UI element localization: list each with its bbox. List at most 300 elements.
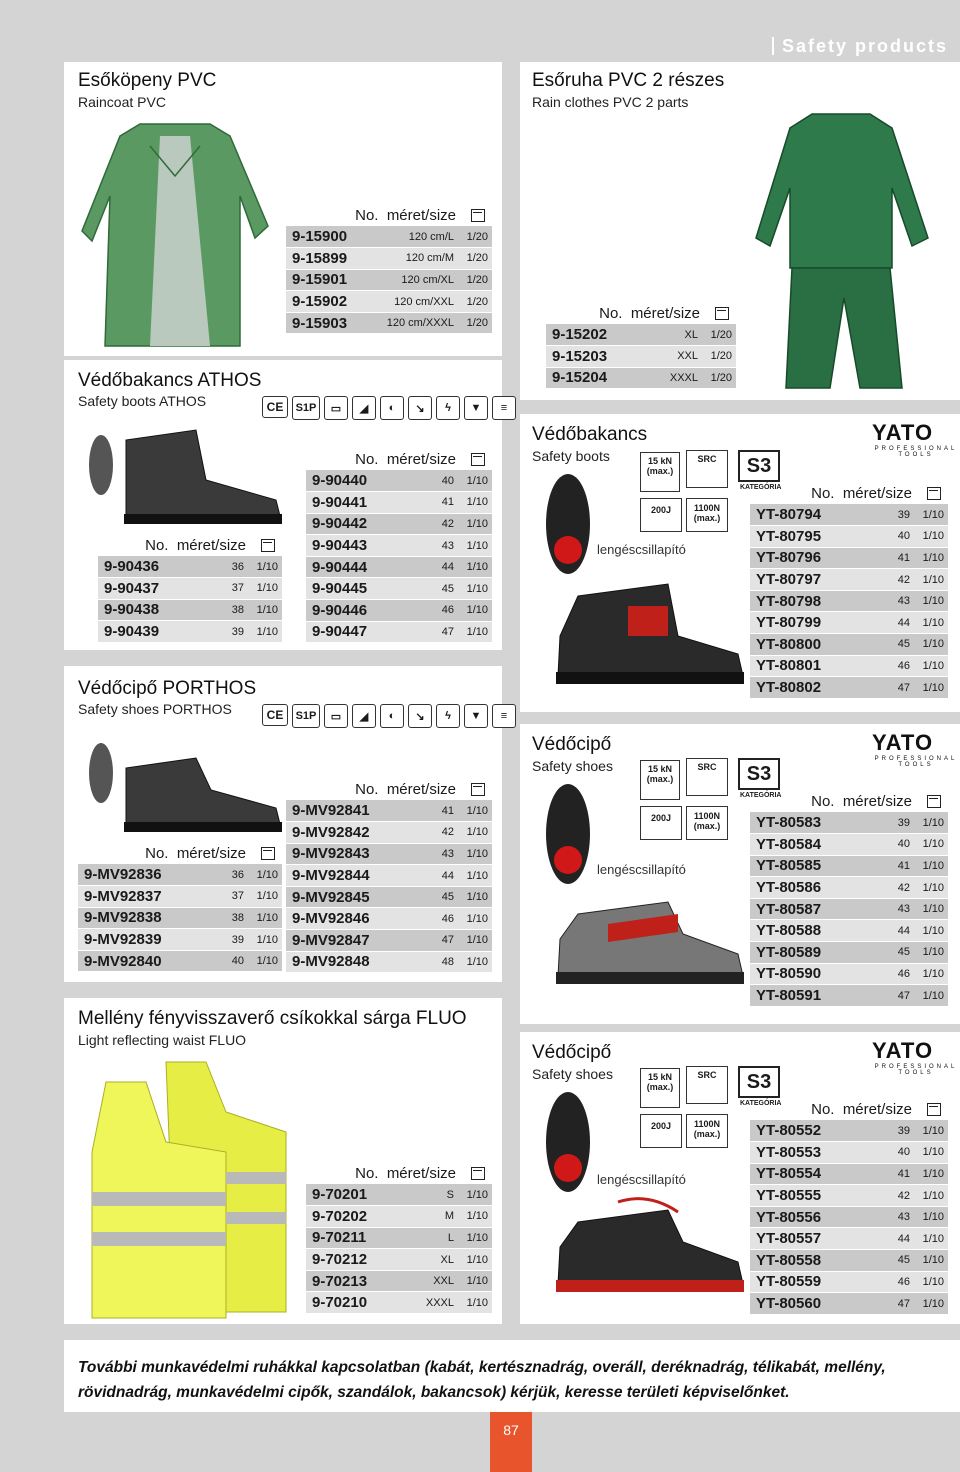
product-code: YT-80794 xyxy=(750,504,879,526)
ce-mark-icon: CE xyxy=(262,704,288,726)
product-code: 9-90445 xyxy=(306,578,422,600)
product-code: 9-90439 xyxy=(98,621,212,643)
table-row xyxy=(306,1249,492,1271)
cert-200j-badge: 200J xyxy=(640,1114,682,1148)
product-code: YT-80560 xyxy=(750,1293,879,1315)
table-row xyxy=(78,929,282,951)
yato-boot-image xyxy=(548,576,748,696)
package-qty: 1/10 xyxy=(914,1206,948,1228)
cert-1100n-badge: 1100N (max.) xyxy=(686,806,728,840)
table-row xyxy=(750,1206,948,1228)
cert-15kn-badge: 15 kN (max.) xyxy=(640,760,680,800)
size-value: 45 xyxy=(426,886,458,908)
package-qty: 1/10 xyxy=(914,985,948,1007)
package-qty: 1/10 xyxy=(458,470,492,492)
package-qty: 1/10 xyxy=(914,1142,948,1164)
size-value: L xyxy=(404,1227,458,1249)
size-value: 38 xyxy=(216,907,248,929)
size-value: 40 xyxy=(879,1142,914,1164)
package-qty: 1/10 xyxy=(458,492,492,514)
table-row xyxy=(546,324,736,346)
package-qty: 1/10 xyxy=(458,1206,492,1228)
table-row xyxy=(750,963,948,985)
size-value: M xyxy=(404,1206,458,1228)
size-value: 44 xyxy=(426,865,458,887)
table-row xyxy=(306,1292,492,1314)
product-code: 9-15902 xyxy=(286,291,366,313)
package-qty: 1/20 xyxy=(702,324,736,346)
package-qty: 1/10 xyxy=(914,1271,948,1293)
table-row xyxy=(306,600,492,622)
kategoria-label: KATEGÓRIA xyxy=(740,484,782,491)
table-row xyxy=(750,547,948,569)
raincoat-image xyxy=(80,116,270,350)
table-row xyxy=(286,908,492,930)
penetration-icon: ▼ xyxy=(464,396,488,420)
table-row xyxy=(750,590,948,612)
package-icon xyxy=(471,209,485,222)
porthos-table-right: No. méret/size 9-MV92841 41 1/10 9-MV92842 42 1/10 9-MV92843 43 1/10 9-MV92844 44 1/10 9-MV92845 45 1/10 9-MV92846 46 1/10 9-MV92847 47 1/10 9-MV92848 48 1/10 xyxy=(286,778,492,973)
package-qty: 1/10 xyxy=(914,1228,948,1250)
size-value: 39 xyxy=(879,504,914,526)
product-code: 9-15901 xyxy=(286,269,366,291)
package-icon xyxy=(471,1167,485,1180)
yato-shoes-1-table: No. méret/size YT-80583 39 1/10 YT-80584 40 1/10 YT-80585 41 1/10 YT-80586 42 1/10 YT-80587 43 1/10 YT-80588 44 1/10 YT-80589 45 1/10 YT-80590 46 1/10 YT-80591 47 1/10 xyxy=(750,790,948,1007)
s1p-badge: S1P xyxy=(292,704,320,728)
package-icon xyxy=(927,1103,941,1116)
product-code: 9-70213 xyxy=(306,1270,404,1292)
package-qty: 1/10 xyxy=(914,569,948,591)
sole-icon: ≡ xyxy=(492,396,516,420)
rainclothes-table: No. méret/size 9-15202 XL 1/20 9-15203 XXL 1/20 9-15204 XXXL 1/20 xyxy=(546,302,736,389)
product-code: YT-80557 xyxy=(750,1228,879,1250)
table-row xyxy=(286,291,492,313)
product-code: YT-80795 xyxy=(750,526,879,548)
size-value: 120 cm/XL xyxy=(366,269,458,291)
athos-boot-image xyxy=(86,420,286,530)
package-icon xyxy=(715,307,729,320)
product-code: 9-15903 xyxy=(286,312,366,334)
size-value: XL xyxy=(404,1249,458,1271)
package-qty: 1/10 xyxy=(458,865,492,887)
package-qty: 1/10 xyxy=(914,526,948,548)
product-code: 9-90438 xyxy=(98,599,212,621)
kategoria-label: KATEGÓRIA xyxy=(740,792,782,799)
product-code: 9-90436 xyxy=(98,556,212,578)
size-value: 39 xyxy=(216,929,248,951)
athos-table-left: No. méret/size 9-90436 36 1/10 9-90437 37 1/10 9-90438 38 1/10 9-90439 39 1/10 xyxy=(98,534,282,643)
ce-mark-icon: CE xyxy=(262,396,288,418)
size-value: 45 xyxy=(879,1250,914,1272)
toecap-icon: ▭ xyxy=(324,704,348,728)
package-qty: 1/20 xyxy=(458,312,492,334)
package-qty: 1/10 xyxy=(458,535,492,557)
size-value: 41 xyxy=(879,1163,914,1185)
table-row xyxy=(750,1142,948,1164)
table-row xyxy=(286,800,492,822)
cert-1100n-badge: 1100N (max.) xyxy=(686,498,728,532)
s1p-badge: S1P xyxy=(292,396,320,420)
product-code: 9-15203 xyxy=(546,346,646,368)
product-code: 9-MV92841 xyxy=(286,800,426,822)
size-value: 41 xyxy=(426,800,458,822)
product-code: YT-80591 xyxy=(750,985,879,1007)
product-code: YT-80559 xyxy=(750,1271,879,1293)
package-qty: 1/10 xyxy=(458,513,492,535)
table-row xyxy=(306,621,492,643)
table-row xyxy=(750,1250,948,1272)
package-qty: 1/10 xyxy=(914,590,948,612)
table-row xyxy=(286,248,492,270)
yato-boots-subtitle: Safety boots xyxy=(532,448,610,464)
package-qty: 1/10 xyxy=(458,908,492,930)
insole-label: lengéscsillapító xyxy=(597,542,686,557)
package-qty: 1/10 xyxy=(458,1292,492,1314)
table-row xyxy=(78,886,282,908)
yato-shoes-2-title: Védőcipő xyxy=(532,1042,612,1063)
table-row xyxy=(98,621,282,643)
package-icon xyxy=(927,795,941,808)
size-value: 40 xyxy=(216,950,248,972)
product-code: 9-MV92839 xyxy=(78,929,216,951)
table-row xyxy=(286,843,492,865)
size-value: 48 xyxy=(426,951,458,973)
cert-15kn-badge: 15 kN (max.) xyxy=(640,1068,680,1108)
product-code: YT-80588 xyxy=(750,920,879,942)
size-value: 37 xyxy=(212,578,248,600)
table-row xyxy=(546,367,736,389)
product-code: 9-15204 xyxy=(546,367,646,389)
product-code: YT-80553 xyxy=(750,1142,879,1164)
product-code: 9-15899 xyxy=(286,248,366,270)
product-code: 9-MV92836 xyxy=(78,864,216,886)
size-value: 36 xyxy=(216,864,248,886)
athos-subtitle: Safety boots ATHOS xyxy=(78,393,207,409)
raincoat-title: Esőköpeny PVC xyxy=(78,70,217,91)
yato-shoes-2-table: No. méret/size YT-80552 39 1/10 YT-80553 40 1/10 YT-80554 41 1/10 YT-80555 42 1/10 YT-80556 43 1/10 YT-80557 44 1/10 YT-80558 45 1/10 YT-80559 46 1/10 YT-80560 47 1/10 xyxy=(750,1098,948,1315)
table-row xyxy=(546,346,736,368)
table-row xyxy=(750,898,948,920)
size-value: S xyxy=(404,1184,458,1206)
package-qty: 1/10 xyxy=(914,1163,948,1185)
size-value: 42 xyxy=(426,822,458,844)
yato-shoes-1-title: Védőcipő xyxy=(532,734,612,755)
size-value: 40 xyxy=(879,526,914,548)
table-row xyxy=(750,812,948,834)
size-value: 120 cm/M xyxy=(366,248,458,270)
size-value: 38 xyxy=(212,599,248,621)
porthos-cert-icons xyxy=(262,704,516,728)
product-code: 9-70212 xyxy=(306,1249,404,1271)
product-code: 9-90447 xyxy=(306,621,422,643)
product-code: 9-MV92847 xyxy=(286,930,426,952)
product-code: 9-90446 xyxy=(306,600,422,622)
package-icon xyxy=(927,487,941,500)
yato-shoe-1-image xyxy=(548,884,748,994)
size-value: 120 cm/XXXL xyxy=(366,312,458,334)
product-code: 9-70210 xyxy=(306,1292,404,1314)
size-value: 40 xyxy=(422,470,458,492)
table-row xyxy=(750,855,948,877)
cert-15kn-badge: 15 kN (max.) xyxy=(640,452,680,492)
size-value: 40 xyxy=(879,834,914,856)
product-code: 9-MV92848 xyxy=(286,951,426,973)
package-qty: 1/10 xyxy=(458,578,492,600)
athos-cert-icons xyxy=(262,396,516,420)
porthos-table-left: No. méret/size 9-MV92836 36 1/10 9-MV92837 37 1/10 9-MV92838 38 1/10 9-MV92839 39 1/10 9-MV92840 40 1/10 xyxy=(78,842,282,972)
table-row xyxy=(306,492,492,514)
package-qty: 1/10 xyxy=(458,886,492,908)
oil-icon: ◐ xyxy=(380,704,404,728)
table-row xyxy=(286,269,492,291)
package-qty: 1/10 xyxy=(914,1120,948,1142)
s3-badge: S3 xyxy=(738,1066,780,1098)
size-value: 43 xyxy=(422,535,458,557)
table-row xyxy=(750,634,948,656)
package-qty: 1/10 xyxy=(248,864,282,886)
s3-badge: S3 xyxy=(738,758,780,790)
table-row xyxy=(750,569,948,591)
size-value: XXL xyxy=(404,1270,458,1292)
table-row xyxy=(306,513,492,535)
table-row xyxy=(98,556,282,578)
size-value: 44 xyxy=(879,920,914,942)
table-row xyxy=(750,612,948,634)
size-value: 37 xyxy=(216,886,248,908)
size-value: 120 cm/XXL xyxy=(366,291,458,313)
package-qty: 1/10 xyxy=(914,855,948,877)
product-code: 9-MV92843 xyxy=(286,843,426,865)
table-row xyxy=(286,312,492,334)
product-code: YT-80552 xyxy=(750,1120,879,1142)
package-qty: 1/10 xyxy=(458,1227,492,1249)
package-qty: 1/10 xyxy=(248,599,282,621)
cert-1100n-badge: 1100N (max.) xyxy=(686,1114,728,1148)
product-code: YT-80583 xyxy=(750,812,879,834)
insole-image xyxy=(540,470,596,578)
product-code: 9-70202 xyxy=(306,1206,404,1228)
table-row xyxy=(306,1270,492,1292)
product-code: YT-80586 xyxy=(750,877,879,899)
cert-200j-badge: 200J xyxy=(640,806,682,840)
vest-title: Mellény fényvisszaverő csíkokkal sárga FLUO xyxy=(78,1008,467,1029)
size-value: 36 xyxy=(212,556,248,578)
package-qty: 1/10 xyxy=(914,504,948,526)
table-row xyxy=(78,907,282,929)
product-code: 9-70211 xyxy=(306,1227,404,1249)
table-row xyxy=(306,1227,492,1249)
s3-badge: S3 xyxy=(738,450,780,482)
package-qty: 1/10 xyxy=(914,920,948,942)
product-code: 9-70201 xyxy=(306,1184,404,1206)
yato-shoes-1-subtitle: Safety shoes xyxy=(532,758,613,774)
package-qty: 1/10 xyxy=(458,951,492,973)
size-value: 44 xyxy=(879,612,914,634)
size-value: 39 xyxy=(879,1120,914,1142)
package-icon xyxy=(261,539,275,552)
size-value: 46 xyxy=(426,908,458,930)
porthos-shoe-image xyxy=(86,728,286,840)
table-row xyxy=(98,599,282,621)
package-icon xyxy=(471,453,485,466)
antistatic-icon: ϟ xyxy=(436,396,460,420)
table-row xyxy=(750,1271,948,1293)
product-code: 9-90444 xyxy=(306,556,422,578)
vest-subtitle: Light reflecting waist FLUO xyxy=(78,1032,247,1048)
sole-icon: ≡ xyxy=(492,704,516,728)
slip-icon: ↘ xyxy=(408,396,432,420)
athos-table-right: No. méret/size 9-90440 40 1/10 9-90441 41 1/10 9-90442 42 1/10 9-90443 43 1/10 9-90444 44 1/10 9-90445 45 1/10 9-90446 46 1/10 9-90447 47 1/10 xyxy=(306,448,492,643)
oil-icon: ◐ xyxy=(380,396,404,420)
package-qty: 1/10 xyxy=(914,1185,948,1207)
table-row xyxy=(306,535,492,557)
rainclothes-image xyxy=(752,108,932,392)
package-qty: 1/10 xyxy=(248,929,282,951)
product-code: 9-MV92844 xyxy=(286,865,426,887)
package-qty: 1/10 xyxy=(248,950,282,972)
yato-logo: YATO PROFESSIONAL TOOLS xyxy=(872,730,958,768)
package-qty: 1/20 xyxy=(702,346,736,368)
table-row xyxy=(750,1163,948,1185)
table-row xyxy=(306,470,492,492)
rainclothes-subtitle: Rain clothes PVC 2 parts xyxy=(532,94,689,110)
penetration-icon: ▼ xyxy=(464,704,488,728)
heel-icon: ◢ xyxy=(352,704,376,728)
table-row xyxy=(750,526,948,548)
table-row xyxy=(286,822,492,844)
table-row xyxy=(750,985,948,1007)
table-row xyxy=(286,226,492,248)
insole-label: lengéscsillapító xyxy=(597,1172,686,1187)
product-code: 9-90437 xyxy=(98,578,212,600)
cert-src-badge: SRC xyxy=(686,450,728,488)
product-code: 9-90443 xyxy=(306,535,422,557)
size-value: 120 cm/L xyxy=(366,226,458,248)
package-qty: 1/20 xyxy=(458,248,492,270)
package-qty: 1/10 xyxy=(914,677,948,699)
cert-src-badge: SRC xyxy=(686,758,728,796)
product-code: 9-90442 xyxy=(306,513,422,535)
size-value: 46 xyxy=(879,963,914,985)
table-row xyxy=(750,504,948,526)
size-value: 44 xyxy=(422,556,458,578)
size-value: 46 xyxy=(422,600,458,622)
package-qty: 1/10 xyxy=(248,578,282,600)
product-code: 9-MV92840 xyxy=(78,950,216,972)
yato-boots-table: No. méret/size YT-80794 39 1/10 YT-80795 40 1/10 YT-80796 41 1/10 YT-80797 42 1/10 YT-80798 43 1/10 YT-80799 44 1/10 YT-80800 45 1/10 YT-80801 46 1/10 YT-80802 47 1/10 xyxy=(750,482,948,699)
vest-table: No. méret/size 9-70201 S 1/10 9-70202 M 1/10 9-70211 L 1/10 9-70212 XL 1/10 9-70213 XXL 1/10 9-70210 XXXL 1/10 xyxy=(306,1162,492,1314)
table-row xyxy=(286,886,492,908)
size-value: 42 xyxy=(879,877,914,899)
package-qty: 1/20 xyxy=(458,269,492,291)
table-row xyxy=(78,864,282,886)
yato-shoes-2-subtitle: Safety shoes xyxy=(532,1066,613,1082)
product-code: YT-80584 xyxy=(750,834,879,856)
size-value: 47 xyxy=(879,985,914,1007)
cert-src-badge: SRC xyxy=(686,1066,728,1104)
package-qty: 1/10 xyxy=(914,634,948,656)
footer-note: További munkavédelmi ruhákkal kapcsolatban (kabát, kertésznadrág, overáll, deréknadrág, télikabát, mellény, rövidnadrág, munkavédelmi cipők, szandálok, bakancsok) kérjük, keresse területi képviselőnket. xyxy=(64,1340,960,1412)
package-qty: 1/10 xyxy=(914,1250,948,1272)
product-code: 9-MV92838 xyxy=(78,907,216,929)
table-row xyxy=(306,1184,492,1206)
package-qty: 1/20 xyxy=(702,367,736,389)
size-value: 39 xyxy=(879,812,914,834)
package-qty: 1/10 xyxy=(458,621,492,643)
package-qty: 1/10 xyxy=(914,877,948,899)
product-code: YT-80802 xyxy=(750,677,879,699)
package-qty: 1/10 xyxy=(248,556,282,578)
yato-boots-title: Védőbakancs xyxy=(532,424,648,445)
product-code: YT-80555 xyxy=(750,1185,879,1207)
insole-label: lengéscsillapító xyxy=(597,862,686,877)
porthos-subtitle: Safety shoes PORTHOS xyxy=(78,701,232,717)
package-icon xyxy=(261,847,275,860)
table-row xyxy=(78,950,282,972)
size-value: 47 xyxy=(879,1293,914,1315)
size-value: 43 xyxy=(879,898,914,920)
size-value: 42 xyxy=(879,1185,914,1207)
package-qty: 1/10 xyxy=(914,898,948,920)
product-code: YT-80556 xyxy=(750,1206,879,1228)
package-icon xyxy=(471,783,485,796)
package-qty: 1/10 xyxy=(458,800,492,822)
package-qty: 1/10 xyxy=(914,942,948,964)
size-value: 39 xyxy=(212,621,248,643)
table-row xyxy=(750,877,948,899)
table-row xyxy=(306,578,492,600)
raincoat-subtitle: Raincoat PVC xyxy=(78,94,166,110)
product-code: YT-80558 xyxy=(750,1250,879,1272)
yato-shoe-2-image xyxy=(548,1192,748,1302)
product-code: YT-80799 xyxy=(750,612,879,634)
size-value: 47 xyxy=(879,677,914,699)
package-qty: 1/10 xyxy=(458,556,492,578)
yato-logo: YATO PROFESSIONAL TOOLS xyxy=(872,420,958,458)
slip-icon: ↘ xyxy=(408,704,432,728)
product-code: 9-MV92837 xyxy=(78,886,216,908)
size-value: 43 xyxy=(426,843,458,865)
table-row xyxy=(286,865,492,887)
package-qty: 1/10 xyxy=(914,1293,948,1315)
insole-image xyxy=(540,780,596,888)
section-header: Safety products xyxy=(772,36,948,57)
product-code: 9-MV92846 xyxy=(286,908,426,930)
package-qty: 1/10 xyxy=(248,886,282,908)
size-value: 42 xyxy=(422,513,458,535)
product-code: YT-80796 xyxy=(750,547,879,569)
size-value: 41 xyxy=(879,547,914,569)
athos-title: Védőbakancs ATHOS xyxy=(78,370,262,391)
antistatic-icon: ϟ xyxy=(436,704,460,728)
size-value: 43 xyxy=(879,1206,914,1228)
product-code: YT-80585 xyxy=(750,855,879,877)
size-value: 46 xyxy=(879,1271,914,1293)
size-value: 45 xyxy=(879,942,914,964)
package-qty: 1/10 xyxy=(914,963,948,985)
product-code: 9-MV92842 xyxy=(286,822,426,844)
product-code: YT-80801 xyxy=(750,655,879,677)
size-value: 41 xyxy=(879,855,914,877)
product-code: YT-80589 xyxy=(750,942,879,964)
product-code: 9-90440 xyxy=(306,470,422,492)
size-value: 41 xyxy=(422,492,458,514)
raincoat-table: No. méret/size 9-15900 120 cm/L 1/20 9-15899 120 cm/M 1/20 9-15901 120 cm/XL 1/20 9-15902 120 cm/XXL 1/20 9-15903 120 cm/XXXL 1/20 xyxy=(286,204,492,334)
package-qty: 1/10 xyxy=(914,834,948,856)
table-row xyxy=(750,942,948,964)
size-value: 47 xyxy=(426,930,458,952)
package-qty: 1/10 xyxy=(914,812,948,834)
